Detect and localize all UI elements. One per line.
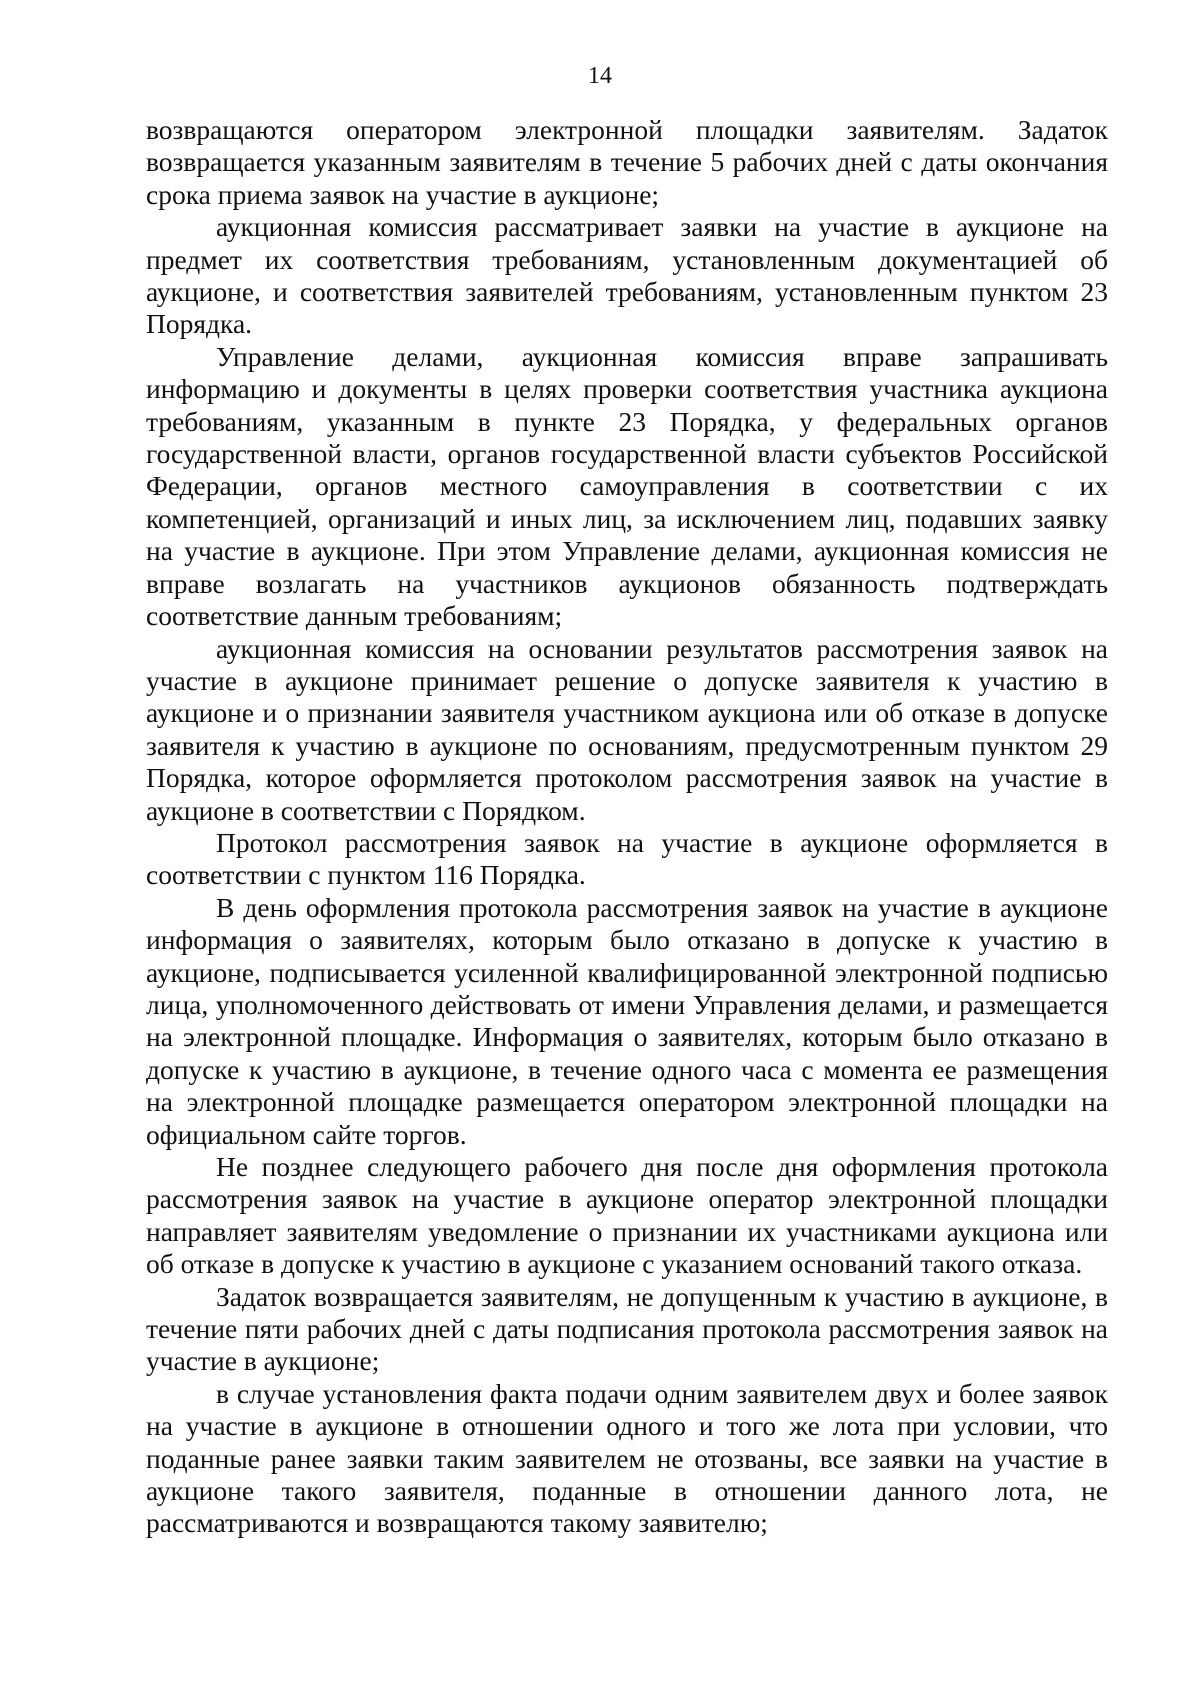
paragraph-duplicate-applications: в случае установления факта подачи одним заявителем двух и более заявок на участие в аукционе в отношении одного и того же лота при условии, что поданные ранее заявки таким заявителем не отозваны, все заявки на участие в аукционе такого заявителя, поданные в отношении данного лота, не рассматриваются и возвращаются такому заявителю; xyxy=(146,1377,1108,1539)
page-number: 14 xyxy=(588,63,612,89)
document-body xyxy=(146,114,1108,1540)
paragraph-deposit-return: Задаток возвращается заявителям, не допущенным к участию в аукционе, в течение пяти рабочих дней с даты подписания протокола рассмотрения заявок на участие в аукционе; xyxy=(146,1280,1108,1377)
paragraph-protocol: Протокол рассмотрения заявок на участие в аукционе оформляется в соответствии с пунктом 116 Порядка. xyxy=(146,826,1108,891)
paragraph-notification: Не позднее следующего рабочего дня после дня оформления протокола рассмотрения заявок на участие в аукционе оператор электронной площадки направляет заявителям уведомление о признании их участниками аукциона или об отказе в допуске к участию в аукционе с указанием оснований такого отказа. xyxy=(146,1151,1108,1280)
paragraph-admission-decision: аукционная комиссия на основании результатов рассмотрения заявок на участие в аукционе принимает решение о допуске заявителя к участию в аукционе и о признании заявителя участником аукциона или об отказе в допуске заявителя к участию в аукционе по основаниям, предусмотренным пунктом 29 Порядка, которое оформляется протоколом рассмотрения заявок на участие в аукционе в соответствии с Порядком. xyxy=(146,632,1108,826)
paragraph-information-request: Управление делами, аукционная комиссия вправе запрашивать информацию и документы в целях проверки соответствия участника аукциона требованиям, указанным в пункте 23 Порядка, у федеральных органов государственной власти, органов государственной власти субъектов Российской Федерации, органов местного самоуправления в соответствии с их компетенцией, организаций и иных лиц, за исключением лиц, подавших заявку на участие в аукционе. При этом Управление делами, аукционная комиссия не вправе возлагать на участников аукционов обязанность подтверждать соответствие данным требованиям; xyxy=(146,340,1108,632)
paragraph-commission-review: аукционная комиссия рассматривает заявки на участие в аукционе на предмет их соответствия требованиям, установленным документацией об аукционе, и соответствия заявителей требованиям, установленным пунктом 23 Порядка. xyxy=(146,211,1108,340)
paragraph-refusal-info: В день оформления протокола рассмотрения заявок на участие в аукционе информация о заявителях, которым было отказано в допуске к участию в аукционе, подписывается усиленной квалифицированной электронной подписью лица, уполномоченного действовать от имени Управления делами, и размещается на электронной площадке. Информация о заявителях, которым было отказано в допуске к участию в аукционе, в течение одного часа с момента ее размещения на электронной площадке размещается оператором электронной площадки на официальном сайте торгов. xyxy=(146,891,1108,1150)
paragraph-continuation: возвращаются оператором электронной площадки заявителям. Задаток возвращается указанным заявителям в течение 5 рабочих дней с даты окончания срока приема заявок на участие в аукционе; xyxy=(146,114,1108,210)
